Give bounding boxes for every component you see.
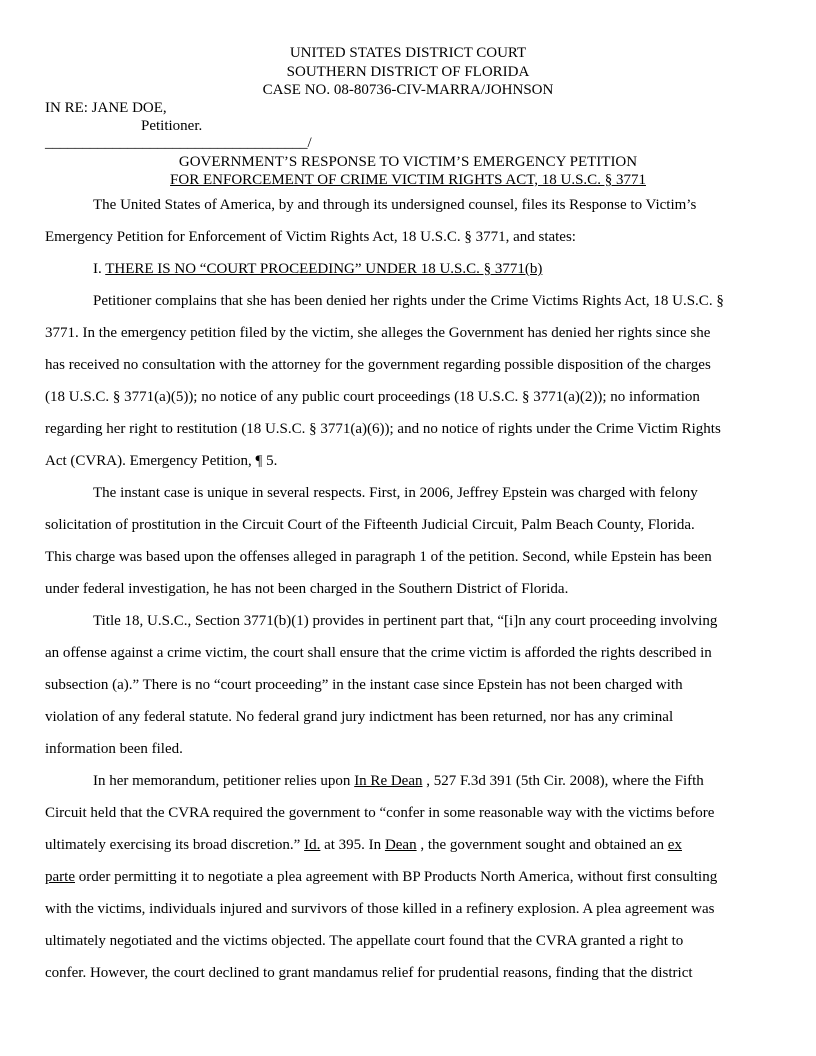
district-name: SOUTHERN DISTRICT OF FLORIDA <box>286 64 530 80</box>
paragraph-line: Title 18, U.S.C., Section 3771(b)(1) provides in pertinent part that, “[i]n any court proceeding involving <box>93 613 718 629</box>
paragraph-line: Act (CVRA). Emergency Petition, ¶ 5. <box>45 453 278 469</box>
paragraph-line: subsection (a).” There is no “court proceeding” in the instant case since Epstein has not been charged with <box>45 677 683 693</box>
paragraph-line <box>45 836 682 854</box>
case-number: CASE NO. 08-80736-CIV-MARRA/JOHNSON <box>262 82 554 98</box>
paragraph-line: Circuit held that the CVRA required the government to “confer in some reasonable way with the victims before <box>45 805 715 821</box>
latin-term-parte: parte <box>45 869 75 885</box>
caption-rule: ___________________________________/ <box>45 135 312 151</box>
document-title-underlined: FOR ENFORCEMENT OF CRIME VICTIM RIGHTS ACT, 18 U.S.C. § 3771 <box>170 172 646 188</box>
paragraph-line: an offense against a crime victim, the court shall ensure that the crime victim is afforded the rights described in <box>45 645 712 661</box>
latin-term-ex: ex <box>667 837 682 853</box>
paragraph-line: violation of any federal statute. No federal grand jury indictment has been returned, nor has any criminal <box>45 709 674 725</box>
paragraph-line: This charge was based upon the offenses alleged in paragraph 1 of the petition. Second, while Epstein has been <box>45 549 712 565</box>
in-re-line: IN RE: JANE DOE, <box>45 100 167 116</box>
case-citation-in-re-dean: In Re Dean <box>354 773 423 789</box>
paragraph-line: ultimately negotiated and the victims objected. The appellate court found that the CVRA granted a right to <box>45 933 684 949</box>
section-heading-1 <box>93 260 542 278</box>
paragraph-line: Petitioner complains that she has been denied her rights under the Crime Victims Rights Act, 18 U.S.C. § <box>93 293 724 309</box>
intro-line: The United States of America, by and through its undersigned counsel, files its Response to Victim’s <box>93 197 697 213</box>
text-run: at 395. In <box>320 837 385 853</box>
party-designation: Petitioner. <box>141 118 203 134</box>
citation-id: Id. <box>304 837 321 853</box>
paragraph-line <box>45 868 717 886</box>
section-number: I. <box>93 261 106 277</box>
section-heading-text: THERE IS NO “COURT PROCEEDING” UNDER 18 U.S.C. § 3771(b) <box>105 261 543 277</box>
text-run: , the government sought and obtained an <box>416 837 668 853</box>
case-citation-dean: Dean <box>384 837 417 853</box>
paragraph-line: has received no consultation with the attorney for the government regarding possible disposition of the charges <box>45 357 711 373</box>
paragraph-line: confer. However, the court declined to grant mandamus relief for prudential reasons, finding that the district <box>45 965 693 981</box>
paragraph-line: regarding her right to restitution (18 U.S.C. § 3771(a)(6)); and no notice of rights under the Crime Victim Rights <box>45 421 721 437</box>
text-run: order permitting it to negotiate a plea agreement with BP Products North America, without first consulting <box>74 869 718 885</box>
paragraph-line: (18 U.S.C. § 3771(a)(5)); no notice of any public court proceedings (18 U.S.C. § 3771(a)(2)); no information <box>45 389 700 405</box>
paragraph-line: 3771. In the emergency petition filed by the victim, she alleges the Government has denied her rights since she <box>45 325 711 341</box>
paragraph-line: information been filed. <box>45 741 183 757</box>
document-title-line-1: GOVERNMENT’S RESPONSE TO VICTIM’S EMERGENCY PETITION <box>178 154 638 170</box>
paragraph-line: solicitation of prostitution in the Circuit Court of the Fifteenth Judicial Circuit, Palm Beach County, Florida. <box>45 517 695 533</box>
paragraph-line: The instant case is unique in several respects. First, in 2006, Jeffrey Epstein was charged with felony <box>93 485 698 501</box>
text-run: ultimately exercising its broad discretion.” <box>45 837 305 853</box>
paragraph-line <box>93 772 704 790</box>
paragraph-line: under federal investigation, he has not been charged in the Southern District of Florida. <box>45 581 569 597</box>
paragraph-line: with the victims, individuals injured and survivors of those killed in a refinery explosion. A plea agreement was <box>45 901 715 917</box>
text-run: In her memorandum, petitioner relies upon <box>93 773 355 789</box>
document-title-line-2 <box>0 171 816 189</box>
text-run: , 527 F.3d 391 (5th Cir. 2008), where the Fifth <box>422 773 704 789</box>
court-name: UNITED STATES DISTRICT COURT <box>289 45 527 61</box>
intro-line: Emergency Petition for Enforcement of Victim Rights Act, 18 U.S.C. § 3771, and states: <box>45 229 576 245</box>
